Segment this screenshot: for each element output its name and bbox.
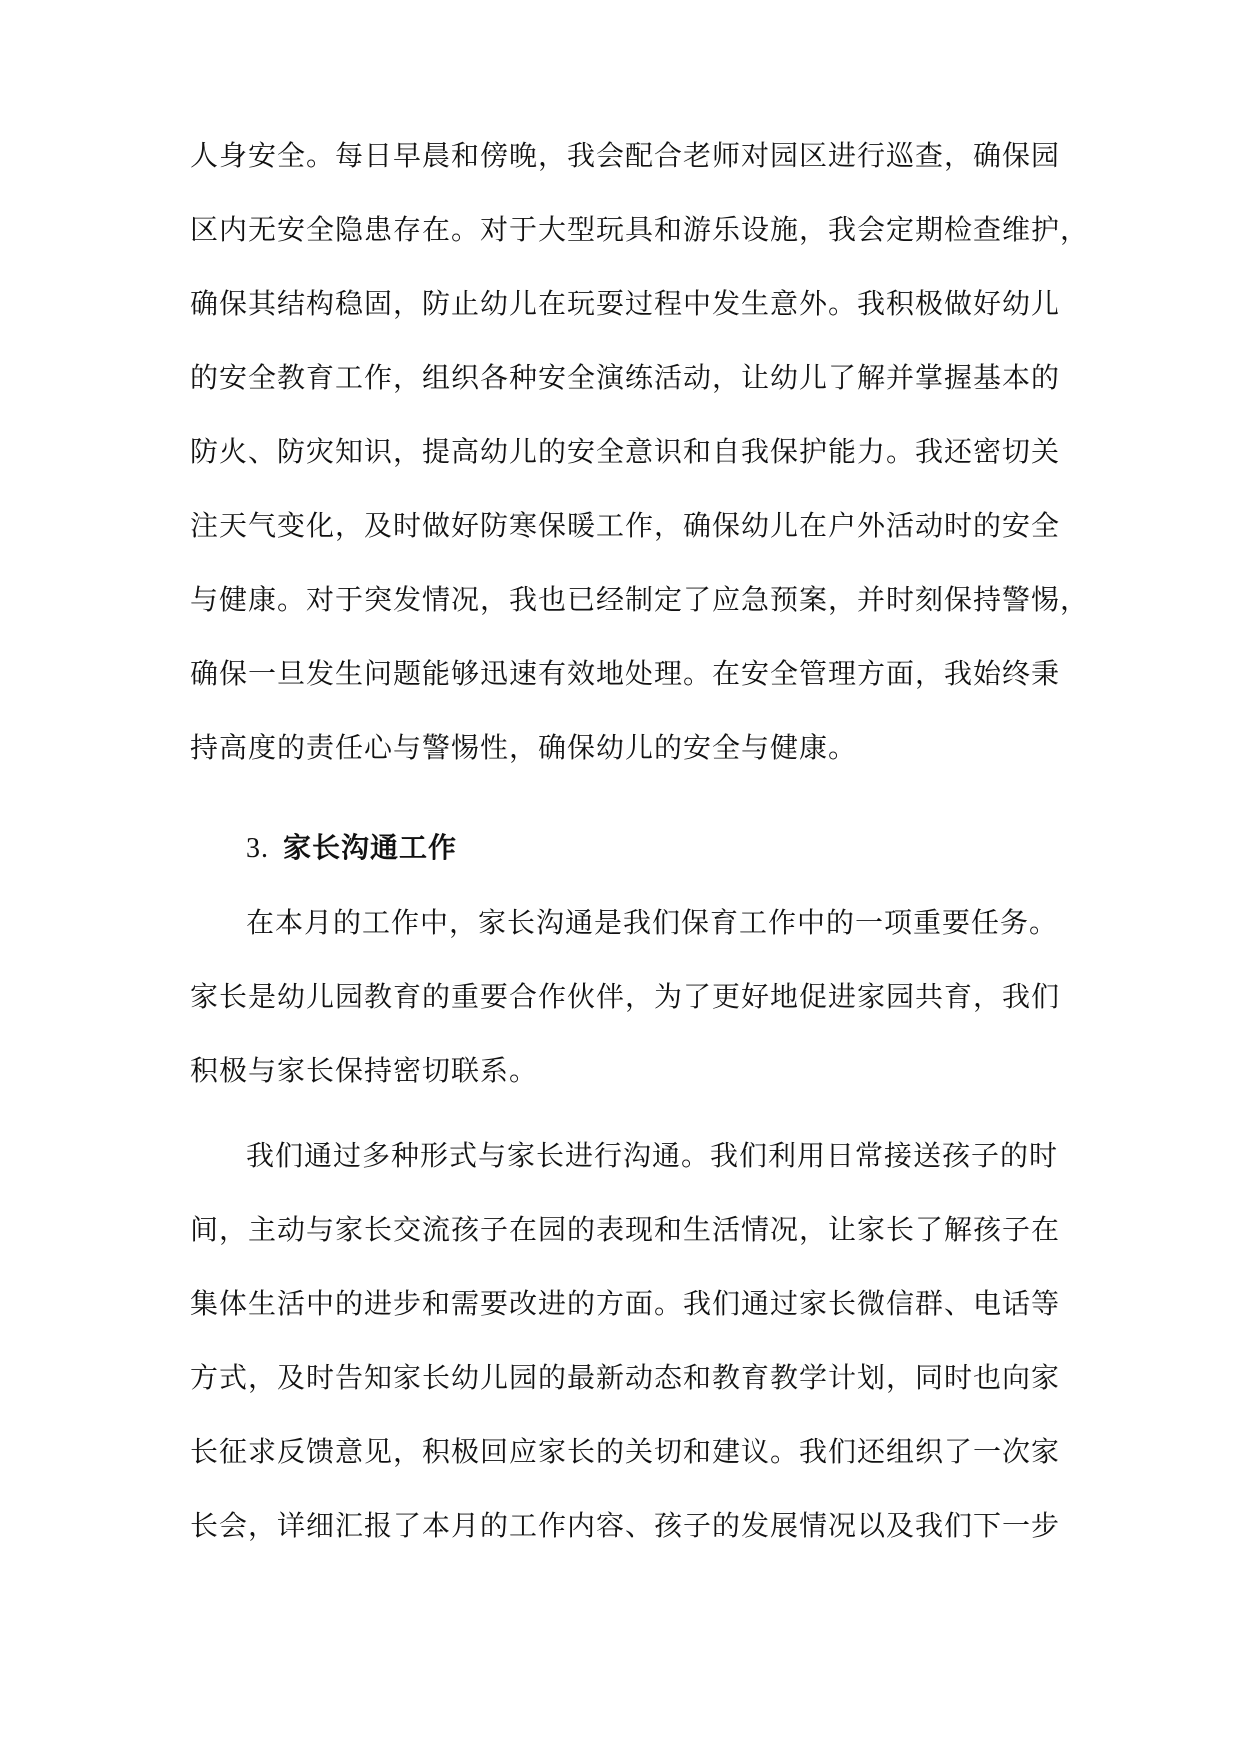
- paragraph-line: 方式，及时告知家长幼儿园的最新动态和教育教学计划，同时也向家: [190, 1361, 1061, 1394]
- section-number: 3.: [246, 833, 269, 864]
- paragraph-line: 持高度的责任心与警惕性，确保幼儿的安全与健康。: [190, 731, 858, 764]
- paragraph-line: 在本月的工作中，家长沟通是我们保育工作中的一项重要任务。: [246, 906, 1059, 939]
- paragraph-line: 确保其结构稳固，防止幼儿在玩耍过程中发生意外。我积极做好幼儿: [190, 287, 1061, 320]
- paragraph-line: 的安全教育工作，组织各种安全演练活动，让幼儿了解并掌握基本的: [190, 361, 1061, 394]
- paragraph-line: 人身安全。每日早晨和傍晚，我会配合老师对园区进行巡查，确保园: [190, 139, 1061, 172]
- paragraph-line: 确保一旦发生问题能够迅速有效地处理。在安全管理方面，我始终秉: [190, 657, 1061, 690]
- section-heading: [246, 828, 457, 868]
- paragraph-line: 长征求反馈意见，积极回应家长的关切和建议。我们还组织了一次家: [190, 1435, 1061, 1468]
- paragraph-line: 长会，详细汇报了本月的工作内容、孩子的发展情况以及我们下一步: [190, 1509, 1061, 1542]
- paragraph-line: 集体生活中的进步和需要改进的方面。我们通过家长微信群、电话等: [190, 1287, 1061, 1320]
- paragraph-line: 注天气变化，及时做好防寒保暖工作，确保幼儿在户外活动时的安全: [190, 509, 1061, 542]
- paragraph-line: 区内无安全隐患存在。对于大型玩具和游乐设施，我会定期检查维护，: [190, 213, 1090, 246]
- paragraph-line: 间，主动与家长交流孩子在园的表现和生活情况，让家长了解孩子在: [190, 1213, 1061, 1246]
- paragraph-line: 我们通过多种形式与家长进行沟通。我们利用日常接送孩子的时: [246, 1139, 1059, 1172]
- paragraph-line: 家长是幼儿园教育的重要合作伙伴，为了更好地促进家园共育，我们: [190, 980, 1061, 1013]
- section-title: 家长沟通工作: [283, 831, 458, 864]
- paragraph-line: 积极与家长保持密切联系。: [190, 1054, 539, 1087]
- paragraph-line: 防火、防灾知识，提高幼儿的安全意识和自我保护能力。我还密切关: [190, 435, 1061, 468]
- paragraph-line: 与健康。对于突发情况，我也已经制定了应急预案，并时刻保持警惕，: [190, 583, 1090, 616]
